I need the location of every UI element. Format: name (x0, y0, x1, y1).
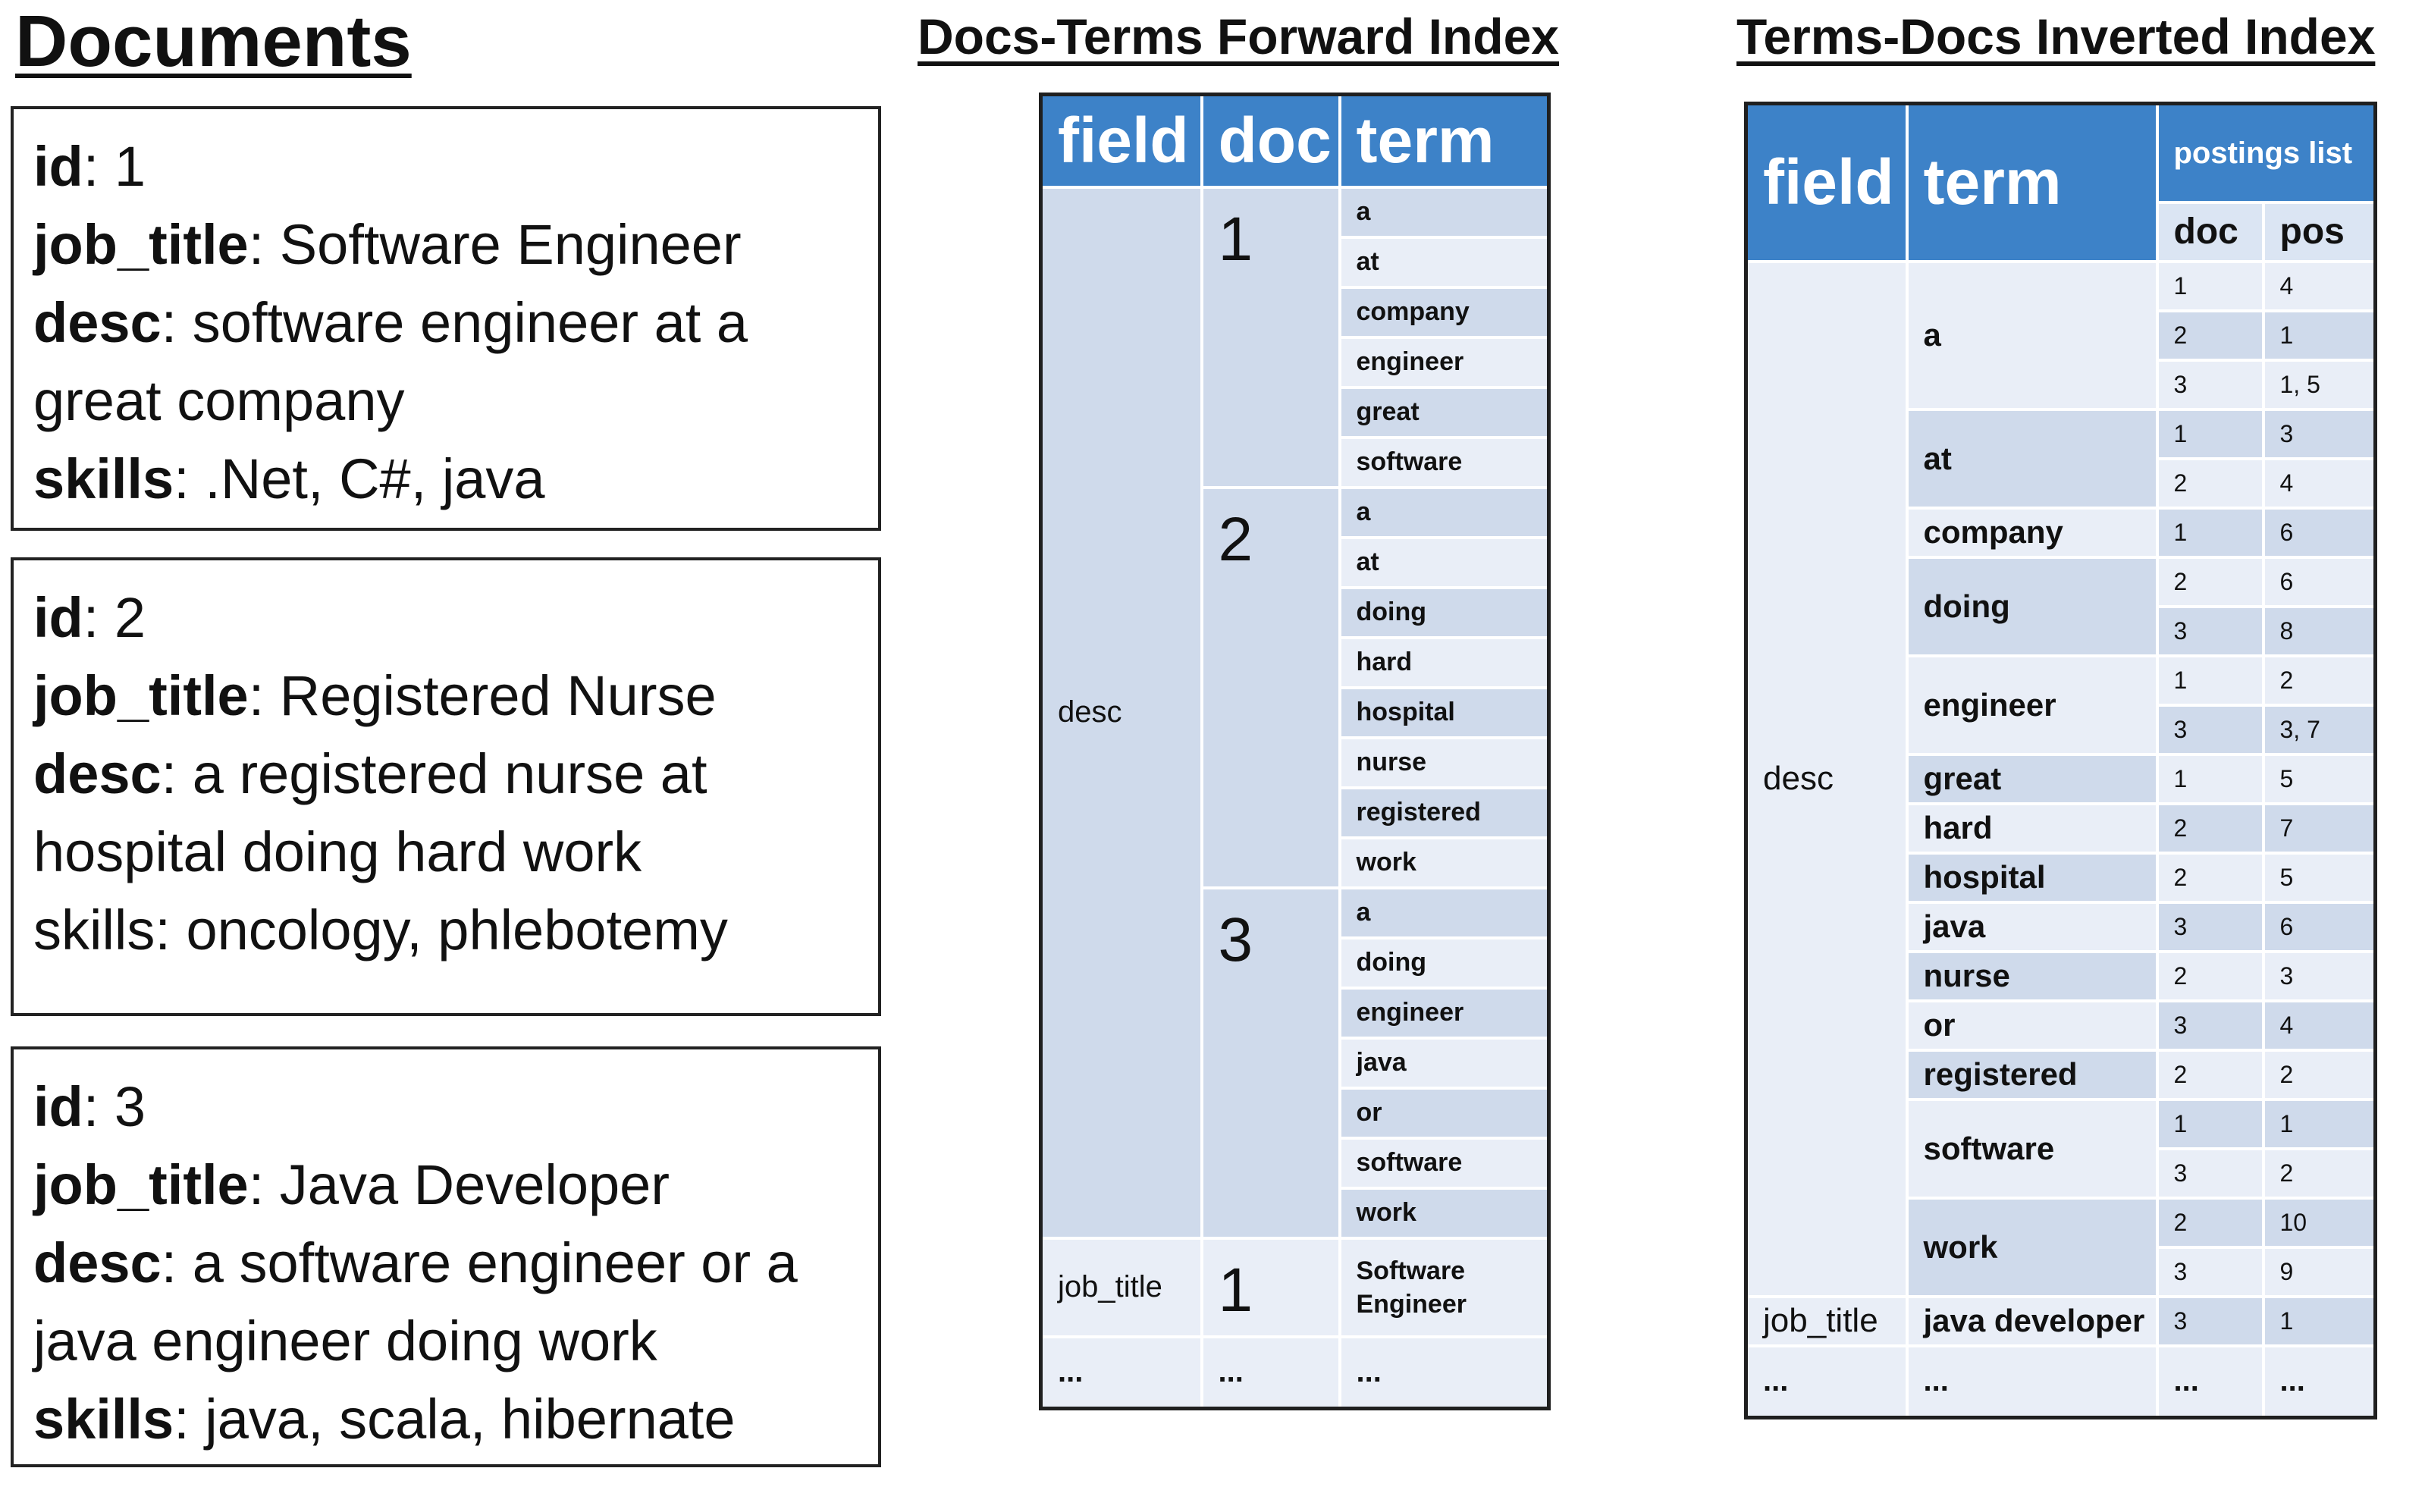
document-card (11, 557, 881, 1016)
document-field-value: : 2 (83, 586, 146, 649)
posting-doc-cell: 2 (2157, 804, 2263, 853)
forward-term-cell: at (1340, 237, 1549, 287)
posting-pos-cell: 2 (2263, 656, 2376, 705)
posting-doc-cell: 3 (2157, 360, 2263, 409)
document-line (33, 1224, 858, 1302)
document-field-key: desc (33, 291, 162, 354)
inverted-header-term: term (1907, 104, 2157, 262)
inverted-field-cell: job_title (1746, 1297, 1907, 1346)
forward-term-cell: registered (1340, 788, 1549, 838)
ellipsis-cell: ... (1746, 1346, 1907, 1418)
forward-term-cell: great (1340, 387, 1549, 438)
document-field-value: great company (33, 369, 405, 432)
posting-pos-cell: 3 (2263, 952, 2376, 1001)
posting-pos-cell: 6 (2263, 508, 2376, 557)
inverted-term-cell: java (1907, 902, 2157, 952)
forward-term-cell: a (1340, 187, 1549, 237)
document-field-value: : 3 (83, 1075, 146, 1138)
forward-term-cell: nurse (1340, 738, 1549, 788)
forward-term-cell: or (1340, 1088, 1549, 1138)
ellipsis-cell: ... (1340, 1337, 1549, 1409)
document-field-key: skills (33, 447, 174, 510)
inverted-term-cell: software (1907, 1099, 2157, 1198)
inverted-term-cell: a (1907, 262, 2157, 409)
inverted-index-heading: Terms-Docs Inverted Index (1736, 8, 2376, 64)
forward-term-cell: company (1340, 287, 1549, 337)
document-field-value: : java, scala, hibernate (174, 1388, 736, 1451)
posting-doc-cell: 3 (2157, 1297, 2263, 1346)
document-field-key: job_title (33, 213, 249, 276)
posting-pos-cell: 4 (2263, 1001, 2376, 1050)
inverted-header-doc: doc (2157, 202, 2263, 262)
inverted-header-pos: pos (2263, 202, 2376, 262)
posting-pos-cell: 3 (2263, 409, 2376, 459)
posting-doc-cell: 2 (2157, 557, 2263, 607)
posting-doc-cell: 3 (2157, 1149, 2263, 1198)
inverted-term-cell: or (1907, 1001, 2157, 1050)
forward-index-heading: Docs-Terms Forward Index (918, 8, 1559, 64)
inverted-term-cell: registered (1907, 1050, 2157, 1099)
posting-pos-cell: 9 (2263, 1247, 2376, 1297)
ellipsis-cell: ... (1907, 1346, 2157, 1418)
posting-doc-cell: 2 (2157, 1198, 2263, 1247)
document-field-key: job_title (33, 1153, 249, 1216)
posting-doc-cell: 3 (2157, 1247, 2263, 1297)
ellipsis-cell: ... (2157, 1346, 2263, 1418)
forward-doc-cell: 3 (1202, 888, 1340, 1238)
inverted-row (1746, 262, 2376, 311)
forward-doc-cell: 1 (1202, 187, 1340, 488)
document-field-key: id (33, 135, 83, 198)
document-line (33, 813, 858, 891)
forward-term-cell: software (1340, 438, 1549, 488)
posting-doc-cell: 2 (2157, 1050, 2263, 1099)
posting-pos-cell: 1 (2263, 311, 2376, 360)
forward-term-cell: Software Engineer (1340, 1238, 1549, 1337)
inverted-term-cell: at (1907, 409, 2157, 508)
posting-doc-cell: 1 (2157, 754, 2263, 804)
forward-term-cell: hospital (1340, 688, 1549, 738)
document-line (33, 579, 858, 657)
posting-doc-cell: 1 (2157, 1099, 2263, 1149)
posting-pos-cell: 2 (2263, 1050, 2376, 1099)
document-field-value: hospital doing hard work (33, 820, 642, 883)
forward-term-cell: work (1340, 838, 1549, 888)
forward-doc-cell: 2 (1202, 488, 1340, 888)
forward-term-cell: java (1340, 1038, 1549, 1088)
document-field-value: : Software Engineer (248, 213, 742, 276)
posting-doc-cell: 3 (2157, 1001, 2263, 1050)
inverted-ellipsis-row (1746, 1346, 2376, 1418)
posting-pos-cell: 2 (2263, 1149, 2376, 1198)
forward-ellipsis-row (1041, 1337, 1549, 1409)
inverted-term-cell: great (1907, 754, 2157, 804)
document-field-value: : Registered Nurse (248, 664, 717, 727)
posting-pos-cell: 5 (2263, 754, 2376, 804)
inverted-index-table (1744, 102, 2377, 1419)
document-field-key: desc (33, 1231, 162, 1294)
document-card (11, 1046, 881, 1467)
posting-pos-cell: 3, 7 (2263, 705, 2376, 754)
inverted-term-cell: work (1907, 1198, 2157, 1297)
document-line (33, 1146, 858, 1224)
ellipsis-cell: ... (2263, 1346, 2376, 1418)
posting-doc-cell: 2 (2157, 952, 2263, 1001)
document-line (33, 205, 858, 284)
ellipsis-cell: ... (1041, 1337, 1202, 1409)
posting-doc-cell: 1 (2157, 262, 2263, 311)
document-field-value: : a software engineer or a (161, 1231, 798, 1294)
document-field-value: : 1 (83, 135, 146, 198)
forward-row (1041, 187, 1549, 237)
forward-term-cell: doing (1340, 588, 1549, 638)
document-field-key: skills (33, 1388, 174, 1451)
forward-index-table (1039, 93, 1551, 1410)
posting-pos-cell: 4 (2263, 262, 2376, 311)
posting-pos-cell: 6 (2263, 557, 2376, 607)
document-field-key: desc (33, 742, 162, 805)
forward-term-cell: engineer (1340, 337, 1549, 387)
forward-field-cell: desc (1041, 187, 1202, 1238)
document-field-key: id (33, 1075, 83, 1138)
posting-pos-cell: 8 (2263, 607, 2376, 656)
ellipsis-cell: ... (1202, 1337, 1340, 1409)
posting-pos-cell: 1, 5 (2263, 360, 2376, 409)
document-field-key: job_title (33, 664, 249, 727)
document-line (33, 657, 858, 735)
posting-doc-cell: 2 (2157, 459, 2263, 508)
document-field-value: java engineer doing work (33, 1310, 657, 1372)
forward-term-cell: a (1340, 888, 1549, 938)
document-line (33, 440, 858, 518)
inverted-term-cell: nurse (1907, 952, 2157, 1001)
forward-header-field: field (1041, 95, 1202, 187)
forward-term-cell: doing (1340, 938, 1549, 988)
forward-term-cell: work (1340, 1188, 1549, 1238)
inverted-term-cell: engineer (1907, 656, 2157, 754)
forward-header-doc: doc (1202, 95, 1340, 187)
posting-pos-cell: 10 (2263, 1198, 2376, 1247)
posting-pos-cell: 1 (2263, 1099, 2376, 1149)
forward-term-cell: at (1340, 538, 1549, 588)
inverted-term-cell: hospital (1907, 853, 2157, 902)
document-line (33, 735, 858, 813)
inverted-term-cell: company (1907, 508, 2157, 557)
document-line (33, 891, 858, 969)
posting-doc-cell: 3 (2157, 902, 2263, 952)
inverted-header-field: field (1746, 104, 1907, 262)
posting-doc-cell: 1 (2157, 508, 2263, 557)
forward-row (1041, 1238, 1549, 1337)
forward-field-cell: job_title (1041, 1238, 1202, 1337)
document-line (33, 1068, 858, 1146)
posting-doc-cell: 1 (2157, 656, 2263, 705)
document-card (11, 106, 881, 531)
inverted-header-postings-list: postings list (2157, 104, 2376, 202)
posting-pos-cell: 6 (2263, 902, 2376, 952)
document-field-value: : software engineer at a (161, 291, 748, 354)
inverted-term-cell: java developer (1907, 1297, 2157, 1346)
posting-doc-cell: 2 (2157, 311, 2263, 360)
document-field-value: : a registered nurse at (161, 742, 707, 805)
inverted-term-cell: hard (1907, 804, 2157, 853)
inverted-field-cell: desc (1746, 262, 1907, 1297)
document-field-value: : .Net, C#, java (174, 447, 545, 510)
forward-term-cell: software (1340, 1138, 1549, 1188)
document-line (33, 1302, 858, 1380)
document-line (33, 127, 858, 205)
posting-pos-cell: 4 (2263, 459, 2376, 508)
posting-doc-cell: 1 (2157, 409, 2263, 459)
posting-doc-cell: 3 (2157, 607, 2263, 656)
inverted-term-cell: doing (1907, 557, 2157, 656)
posting-pos-cell: 5 (2263, 853, 2376, 902)
document-field-value: skills: oncology, phlebotemy (33, 899, 728, 961)
forward-term-cell: hard (1340, 638, 1549, 688)
posting-doc-cell: 2 (2157, 853, 2263, 902)
forward-doc-cell: 1 (1202, 1238, 1340, 1337)
document-line (33, 284, 858, 362)
posting-pos-cell: 1 (2263, 1297, 2376, 1346)
document-field-key: id (33, 586, 83, 649)
forward-term-cell: a (1340, 488, 1549, 538)
posting-doc-cell: 3 (2157, 705, 2263, 754)
document-field-value: : Java Developer (248, 1153, 670, 1216)
posting-pos-cell: 7 (2263, 804, 2376, 853)
forward-header-term: term (1340, 95, 1549, 187)
document-line (33, 1380, 858, 1458)
forward-term-cell: engineer (1340, 988, 1549, 1038)
document-line (33, 362, 858, 440)
inverted-row (1746, 1297, 2376, 1346)
documents-heading: Documents (15, 1, 412, 82)
